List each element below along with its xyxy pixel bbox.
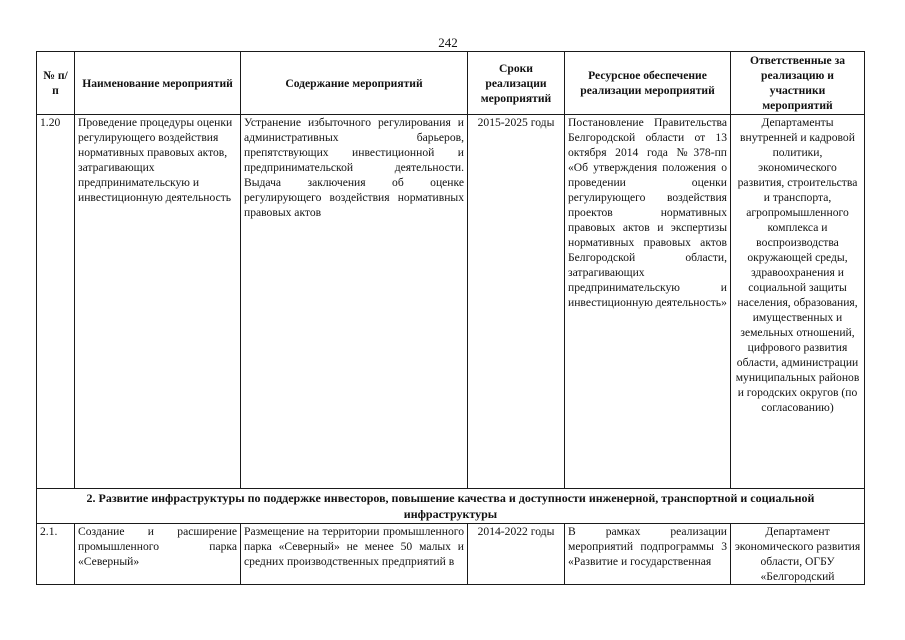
header-num: № п/п xyxy=(37,52,75,115)
table-row xyxy=(37,524,865,585)
row-resources: В рамках реализации мероприятий подпрограммы 3 «Развитие и государственная xyxy=(565,524,731,585)
row-terms: 2014-2022 годы xyxy=(468,524,565,585)
row-content: Устранение избыточного регулирования и административных барьеров, препятствующих инвестиционной и предпринимательской деятельности. Выдача заключения об оценке регулирующего воздействия нормативных правовых актов xyxy=(241,115,468,489)
header-responsible: Ответственные за реализацию и участники мероприятий xyxy=(731,52,865,115)
row-responsible: Департамент экономического развития области, ОГБУ «Белгородский xyxy=(731,524,865,585)
row-name: Создание и расширение промышленного парка «Северный» xyxy=(75,524,241,585)
page-number: 242 xyxy=(438,35,458,50)
row-responsible: Департаменты внутренней и кадровой политики, экономического развития, строительства и транспорта, агропромышленного комплекса и воспроизводства окружающей среды, здравоохранения и социальной защиты населения, образования, имущественных и земельных отношений, цифрового развития области, администрации муниципальных районов и городских округов (по согласованию) xyxy=(731,115,865,489)
row-name: Проведение процедуры оценки регулирующего воздействия нормативных правовых актов, затрагивающих предпринимательскую и инвестиционную деятельность xyxy=(75,115,241,489)
section-title: 2. Развитие инфраструктуры по поддержке инвесторов, повышение качества и доступности инженерной, транспортной и социальной инфраструктуры xyxy=(37,489,865,524)
table-header-row xyxy=(37,52,865,115)
table-row xyxy=(37,115,865,489)
row-num: 1.20 xyxy=(37,115,75,489)
header-terms: Сроки реализации мероприятий xyxy=(468,52,565,115)
row-resources: Постановление Правительства Белгородской области от 13 октября 2014 года №378-пп «Об утверждения положения о проведении оценки регулирующего воздействия проектов нормативных правовых актов и экспертизы нормативных правовых актов Белгородской области, затрагивающих предпринимательскую и инвестиционную деятельность» xyxy=(565,115,731,489)
header-content: Содержание мероприятий xyxy=(241,52,468,115)
row-terms: 2015-2025 годы xyxy=(468,115,565,489)
row-content: Размещение на территории промышленного парка «Северный» не менее 50 малых и средних производственных предприятий в xyxy=(241,524,468,585)
header-resources: Ресурсное обеспечение реализации мероприятий xyxy=(565,52,731,115)
section-row xyxy=(37,489,865,524)
header-name: Наименование мероприятий xyxy=(75,52,241,115)
measures-table xyxy=(36,51,865,585)
row-num: 2.1. xyxy=(37,524,75,585)
